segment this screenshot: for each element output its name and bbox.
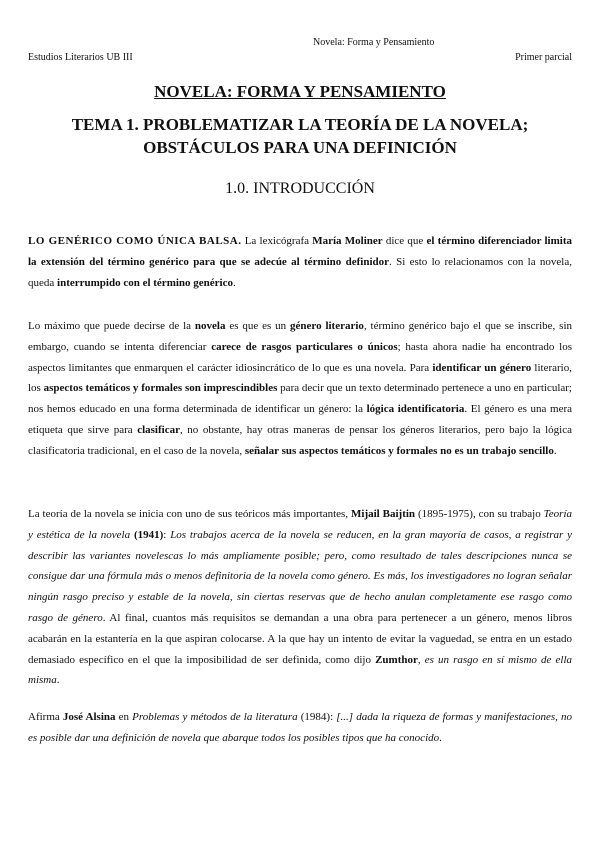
run-emphasis: carece de rasgos particulares o únicos: [211, 340, 398, 353]
run-emphasis: género literario: [290, 320, 364, 332]
document-title: NOVELA: FORMA Y PENSAMIENTO: [154, 82, 446, 101]
run: (1895-1975), con su trabajo: [415, 508, 544, 520]
run: Afirma: [28, 711, 63, 723]
section-heading: 1.0. INTRODUCCIÓN: [225, 180, 375, 197]
run-emphasis: identificar un género: [432, 361, 532, 374]
run-author: María Moliner: [312, 235, 383, 247]
run-quote: [...] dada la riqueza de formas y manifestaciones, no es posible dar una definición de novela que abarque todos los posibles tipos que ha conocido: [28, 711, 573, 744]
paragraph-baijtin: [28, 504, 572, 691]
run: (1984):: [297, 711, 337, 723]
paragraph-genero: [28, 316, 572, 462]
paragraph-alsina: [28, 707, 572, 749]
run: :: [163, 528, 171, 541]
run: . Si esto lo relacionamos con la novela, queda: [28, 255, 572, 289]
run: .: [56, 674, 60, 687]
run: ,: [417, 653, 425, 666]
run: . El género es una mera etiqueta que sirve para: [28, 403, 573, 436]
run: , término genérico bajo el que se inscribe, sin embargo, cuando se intenta diferenciar: [28, 320, 572, 353]
tema-heading-line1: TEMA 1. PROBLEMATIZAR LA TEORÍA DE LA NOVELA;: [71, 115, 529, 134]
run: . Al final, cuantos más requisitos se demandan a una obra para pertenecer a un género, menos libros acabarán en la estantería en la que aspiran colocarse. A la que hay un intento de evitar la vaguedad, se entra en un estado demasiado específico en el que la imposibilidad de ser definida, como dijo: [28, 611, 572, 666]
run: Lo máximo que puede decirse de la: [28, 320, 195, 332]
run: es que es un: [225, 320, 291, 332]
run-author: Zumthor: [375, 653, 418, 666]
run-quote: Los trabajos acerca de la novela se reducen, en la gran mayoría de casos, a registrar y describir las variantes novelescas lo más ampliamente posible; pero, como resultado de tales descripciones nunca se consigue dar una fórmula más o menos definitoria de la novela como género. Es más, los investigadores no logran señalar ningún rasgo preciso y estable de la novela, sin ciertas reservas que de hecho anulan completamente ese rasgo como rasgo de género: [28, 528, 572, 624]
run: La teoría de la novela se inicia con uno de sus teóricos más importantes,: [28, 508, 351, 520]
header-course-title: Novela: Forma y Pensamiento: [313, 37, 435, 48]
run: en: [115, 711, 133, 723]
run-year: (1941): [133, 528, 164, 541]
run-quote: es un rasgo en sí mismo de ella misma: [28, 653, 572, 687]
run-author: Mijail Baijtin: [351, 508, 416, 520]
run-emphasis: señalar sus aspectos temáticos y formales no es un trabajo sencillo: [244, 444, 554, 457]
run-book-title: Teoría y estética de la novela: [28, 508, 572, 541]
run: .: [439, 731, 442, 744]
run-book-title: Problemas y métodos de la literatura: [132, 711, 298, 723]
run-emphasis: interrumpido con el término genérico: [57, 276, 233, 289]
run: .: [553, 444, 557, 457]
run-lead-in: LO GENÉRICO COMO ÚNICA BALSA.: [28, 235, 242, 247]
header-exam: Primer parcial: [515, 52, 572, 63]
run: La lexicógrafa: [241, 235, 313, 247]
run-emphasis: clasificar: [137, 423, 180, 436]
tema-heading-line2: OBSTÁCULOS PARA UNA DEFINICIÓN: [143, 138, 457, 157]
paragraph-generico: [28, 231, 572, 293]
run: .: [232, 276, 236, 289]
run-author: José Alsina: [62, 711, 116, 723]
run-emphasis: el término diferenciador limita la extensión del término genérico para que se adecúe al término definidor: [28, 235, 572, 268]
run: dice que: [382, 235, 427, 247]
run: literario, los: [28, 361, 572, 395]
run-emphasis: lógica identificatoria: [366, 403, 465, 416]
run: para decir que un texto determinado pertenece a uno en particular; nos hemos educado en una forma determinada de identificar un género: la: [28, 382, 572, 416]
header-subject: Estudios Literarios UB III: [28, 52, 133, 63]
run: , no obstante, hay otras maneras de pensar los géneros literarios, pero bajo la lógica clasificatoria tradicional, en el caso de la novela,: [28, 423, 572, 457]
tema-heading: [0, 113, 600, 159]
run: ; hasta ahora nadie ha encontrado los aspectos limitantes que enmarquen el carácter idiosincrático de lo que es una novela. Para: [28, 340, 573, 374]
run-emphasis: aspectos temáticos y formales son imprescindibles: [43, 382, 278, 395]
run-emphasis: novela: [194, 320, 226, 332]
